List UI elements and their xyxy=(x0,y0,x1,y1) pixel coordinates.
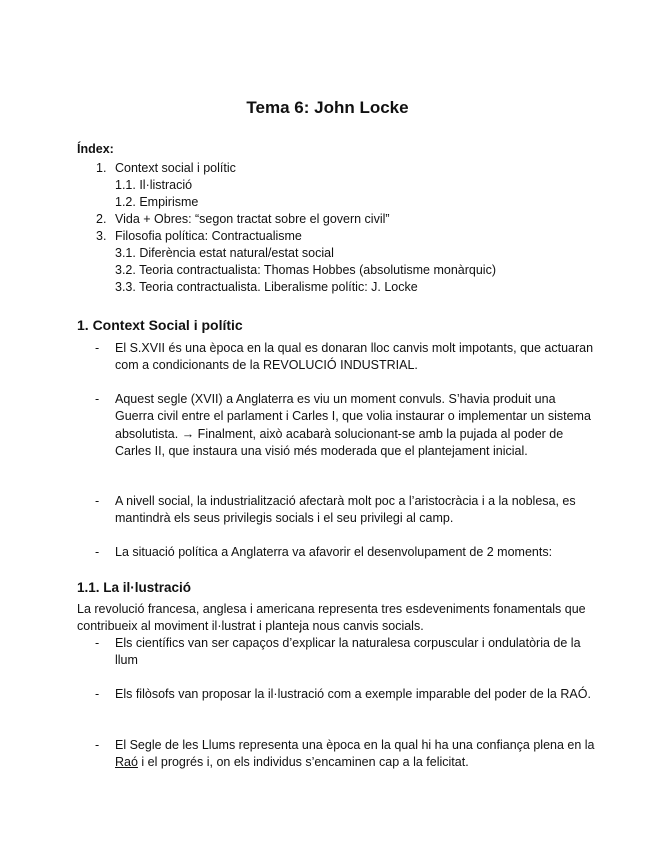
underlined-word: Raó xyxy=(115,755,138,770)
list-item: - La situació política a Anglaterra va afavorir el desenvolupament de 2 moments: xyxy=(95,545,553,559)
index-item: 1. Context social i polític xyxy=(96,161,236,175)
index-item: 3.3. Teoria contractualista. Liberalisme polític: J. Locke xyxy=(115,280,418,294)
index-item: 1.1. Il·listració xyxy=(115,178,193,192)
subsection-heading: 1.1. La il·lustració xyxy=(77,580,192,595)
list-item: - A nivell social, la industrialització afectarà molt poc a l’aristocràcia i a la noblesa, es mantindrà els seus privilegis socials i el seu privilegi al camp. xyxy=(95,494,576,526)
index-label: Índex: xyxy=(77,142,114,156)
section-heading: 1. Context Social i polític xyxy=(77,317,243,333)
document-title: Tema 6: John Locke xyxy=(246,98,409,117)
list-item: - El Segle de les Llums representa una època en la qual hi ha una confiança plena en la Raó i el progrés i, on els individus s’encaminen cap a la felicitat. xyxy=(95,738,595,770)
index-item: 3. Filosofia política: Contractualisme xyxy=(96,229,302,243)
index-item: 2. Vida + Obres: “segon tractat sobre el govern civil” xyxy=(96,212,390,226)
list-item: - Els científics van ser capaços d’explicar la naturalesa corpuscular i ondulatòria de la llum xyxy=(95,636,581,668)
list-item: - Els filòsofs van proposar la il·lustració com a exemple imparable del poder de la RAÓ. xyxy=(95,687,591,701)
index-item: 1.2. Empirisme xyxy=(115,195,199,209)
index-item: 3.2. Teoria contractualista: Thomas Hobbes (absolutisme monàrquic) xyxy=(115,263,496,277)
paragraph: La revolució francesa, anglesa i americana representa tres esdeveniments fonamentals que contribueix al moviment il·lustrat i planteja nous canvis socials. xyxy=(77,602,586,634)
index-item: 3.1. Diferència estat natural/estat social xyxy=(115,246,334,260)
list-item: - El S.XVII és una època en la qual es donaran lloc canvis molt impotants, que actuaran com a condicionants de la REVOLUCIÓ INDUSTRIAL. xyxy=(95,341,594,373)
list-item: - Aquest segle (XVII) a Anglaterra es viu un moment convuls. S’havia produit una Guerra civil entre el parlament i Carles I, que volia instaurar o implementar un sistema absolutista. → Finalment, això acabarà solucionant-se amb la pujada al poder de Carles II, que instaura una visió més moderada que el plantejament inicial. xyxy=(95,392,591,458)
